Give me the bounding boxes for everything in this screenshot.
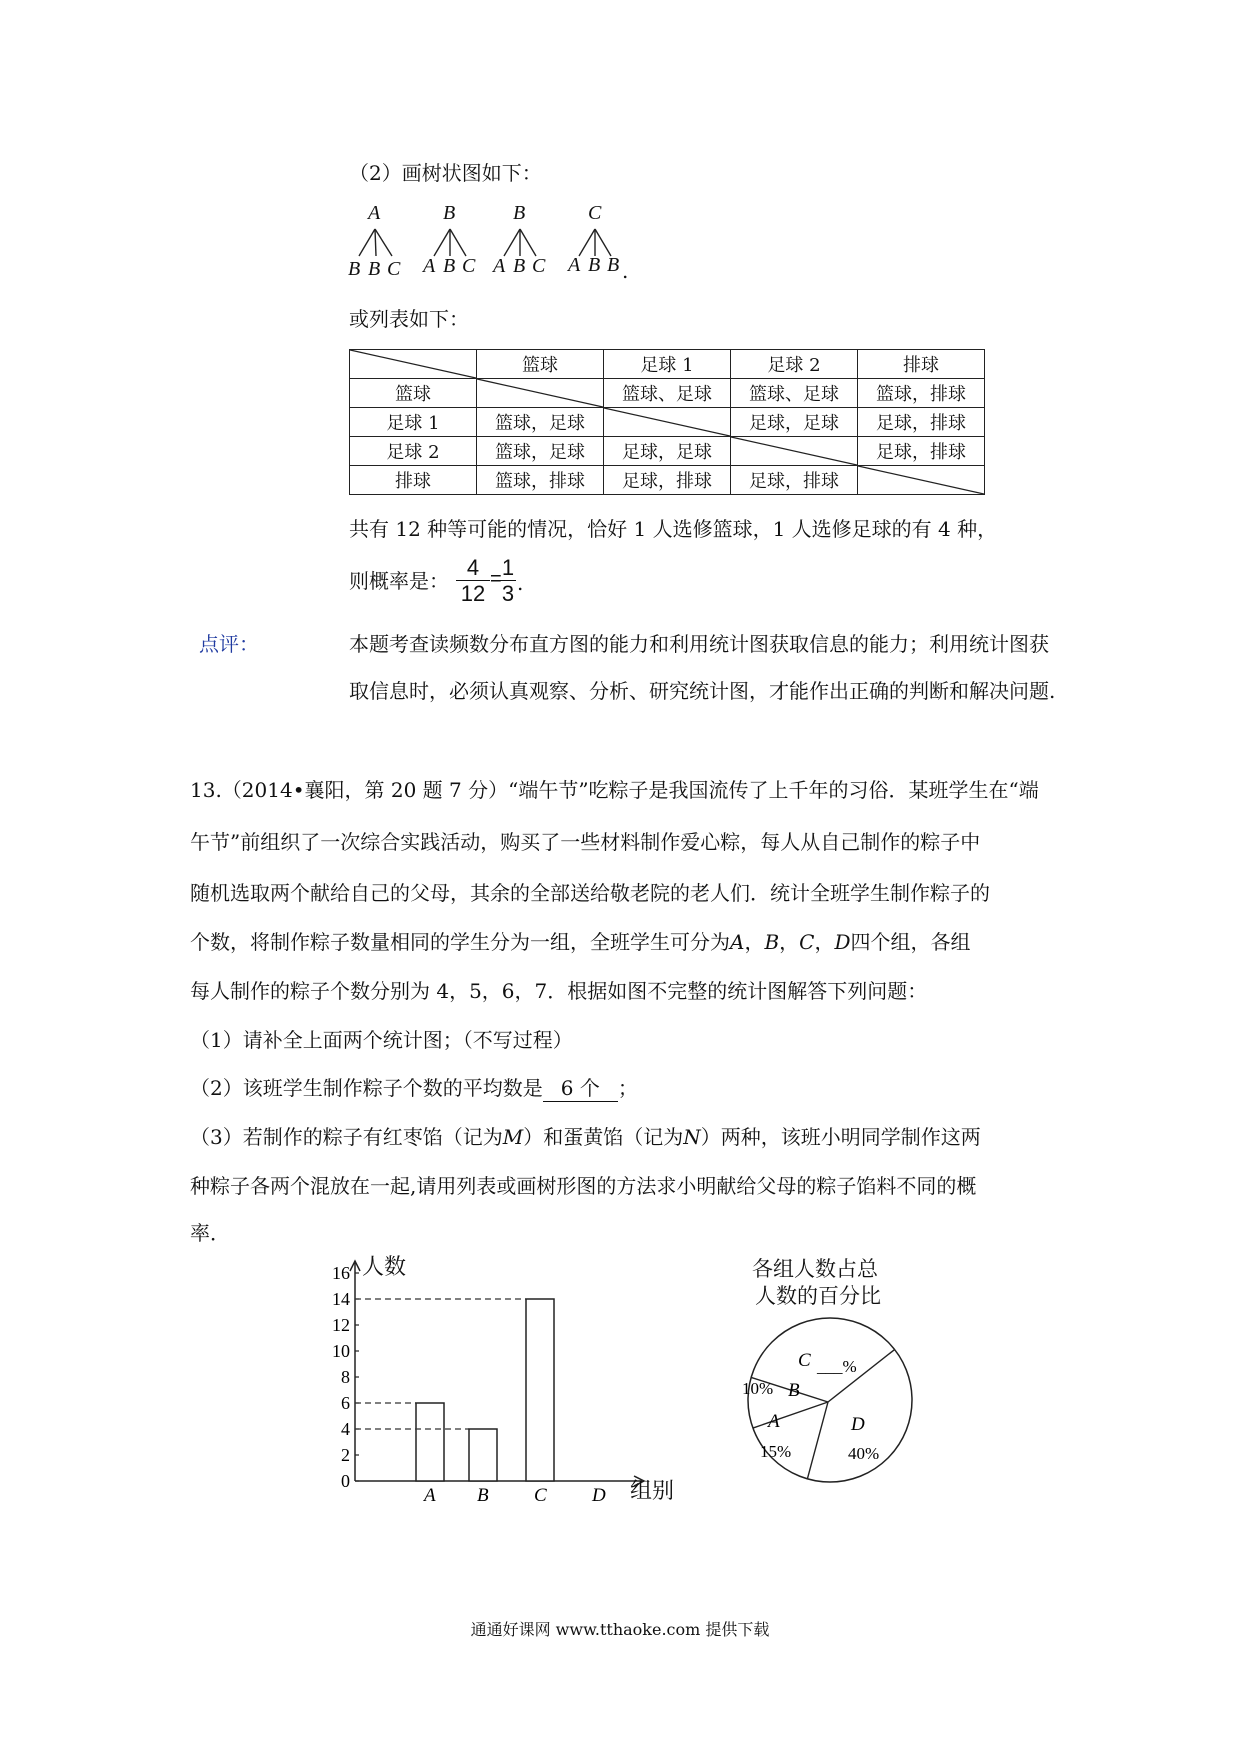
pie-label-c: C xyxy=(798,1350,811,1371)
equals-sign: = xyxy=(490,568,502,590)
sub2-suffix: ； xyxy=(617,1076,638,1100)
table-cell: 足球，排球 xyxy=(858,408,985,437)
q13-sub-3-line-3: 率． xyxy=(190,1221,230,1245)
pie-label-d: D xyxy=(851,1414,865,1435)
q13-line-4-end: 四个组，各组 xyxy=(850,930,971,954)
group-b: B xyxy=(764,930,780,954)
bar-a xyxy=(416,1403,444,1481)
bar-chart xyxy=(330,1255,690,1505)
tree-1-child: C xyxy=(387,258,401,280)
tree-2-child: C xyxy=(462,255,476,277)
tree-2-child: A xyxy=(423,255,436,277)
prob-end: . xyxy=(517,571,524,595)
pie-percent-b: 10% xyxy=(742,1379,774,1398)
x-tick-label: B xyxy=(477,1485,489,1505)
q13-line-4 xyxy=(190,929,971,955)
q13-line-3: 随机选取两个献给自己的父母，其余的全部送给敬老院的老人们．统计全班学生制作粽子的 xyxy=(190,881,990,905)
table-cell: 足球，排球 xyxy=(858,437,985,466)
table-cell: 足球，足球 xyxy=(604,437,731,466)
y-tick-label: 16 xyxy=(332,1263,350,1283)
fraction-denominator: 3 xyxy=(501,581,515,606)
tree-2-child: B xyxy=(443,255,456,277)
tree-3-child: A xyxy=(493,255,506,277)
combination-table xyxy=(349,349,985,495)
table-header-cell: 足球 2 xyxy=(731,350,858,379)
table-cell: 篮球，足球 xyxy=(477,408,604,437)
q13-line-2: 午节”前组织了一次综合实践活动，购买了一些材料制作爱心粽，每人从自己制作的粽子中 xyxy=(190,830,981,854)
comment-line-1: 本题考查读频数分布直方图的能力和利用统计图获取信息的能力；利用统计图获 xyxy=(349,632,1049,656)
pie-slice-boundary xyxy=(753,1402,828,1428)
tree-2-root: B xyxy=(443,202,456,224)
pie-title-line-1: 各组人数占总 xyxy=(752,1257,878,1281)
sub2-prefix: （2）该班学生制作粽子个数的平均数是 xyxy=(190,1076,543,1100)
table-cell: 篮球，排球 xyxy=(858,379,985,408)
sub3-text-b: ）和蛋黄馅（记为 xyxy=(523,1125,684,1149)
table-cell: 篮球，排球 xyxy=(477,466,604,495)
q13-line-5: 每人制作的粽子个数分别为 4，5，6，7．根据如图不完整的统计图解答下列问题： xyxy=(190,979,928,1003)
table-row xyxy=(350,466,985,495)
table-diagonal-cell xyxy=(604,408,731,437)
y-tick-label: 14 xyxy=(332,1289,350,1309)
sub3-text-a: （3）若制作的粽子有红枣馅（记为 xyxy=(190,1125,503,1149)
q13-line-4-text: 个数，将制作粽子数量相同的学生分为一组，全班学生可分为 xyxy=(190,930,730,954)
comment-label: 点评： xyxy=(199,632,259,656)
fraction-numerator: 1 xyxy=(501,555,515,580)
table-diagonal-cell xyxy=(731,437,858,466)
table-row xyxy=(350,437,985,466)
table-row-header: 足球 1 xyxy=(350,408,477,437)
separator: ， xyxy=(814,930,835,954)
group-c: C xyxy=(799,930,815,954)
table-row-header: 足球 2 xyxy=(350,437,477,466)
table-row xyxy=(350,408,985,437)
sub2-answer: 6 个 xyxy=(543,1075,618,1102)
q13-sub-3-line-2: 种粽子各两个混放在一起,请用列表或画树形图的方法求小明献给父母的粽子馅料不同的概 xyxy=(190,1174,977,1198)
q13-sub-1: （1）请补全上面两个统计图；（不写过程） xyxy=(190,1028,573,1052)
sub3-text-c: ）两种，该班小明同学制作这两 xyxy=(700,1125,981,1149)
tree-4-root: C xyxy=(588,202,602,224)
pie-label-a: A xyxy=(768,1411,780,1432)
tree-3-root: B xyxy=(513,202,526,224)
fraction-4-over-12 xyxy=(456,556,490,607)
fraction-1-over-3 xyxy=(500,556,516,607)
y-tick-label: 6 xyxy=(341,1393,350,1413)
separator: ， xyxy=(779,930,800,954)
table-row xyxy=(350,379,985,408)
table-diagonal-cell xyxy=(858,466,985,495)
part2-heading: （2）画树状图如下： xyxy=(349,161,542,185)
y-tick-label: 0 xyxy=(341,1471,350,1491)
bar-b xyxy=(469,1429,497,1481)
table-cell: 篮球，足球 xyxy=(477,437,604,466)
y-tick-label: 10 xyxy=(332,1341,350,1361)
tree-3-child: C xyxy=(532,255,546,277)
summary-text: 共有 12 种等可能的情况，恰好 1 人选修篮球，1 人选修足球的有 4 种， xyxy=(349,517,998,541)
table-row-header: 篮球 xyxy=(350,379,477,408)
y-tick-label: 8 xyxy=(341,1367,350,1387)
tree-4-child: B xyxy=(588,254,601,276)
table-corner-cell xyxy=(350,350,477,379)
table-cell: 足球，足球 xyxy=(731,408,858,437)
table-row-header: 排球 xyxy=(350,466,477,495)
x-tick-label: C xyxy=(534,1485,547,1505)
tree-4-child: A xyxy=(568,254,581,276)
y-tick-label: 12 xyxy=(332,1315,350,1335)
x-tick-label: D xyxy=(592,1485,606,1505)
table-header-cell: 排球 xyxy=(858,350,985,379)
tree-end-mark: . xyxy=(622,259,629,283)
pie-percent-d: 40% xyxy=(848,1444,880,1463)
bar-c xyxy=(526,1299,554,1481)
pie-chart xyxy=(740,1310,920,1490)
table-header-cell: 篮球 xyxy=(477,350,604,379)
table-header-cell: 足球 1 xyxy=(604,350,731,379)
table-cell: 足球，排球 xyxy=(731,466,858,495)
q13-sub-3 xyxy=(190,1124,981,1150)
group-d: D xyxy=(834,930,851,954)
pie-label-b: B xyxy=(788,1380,800,1401)
pie-percent-a: 15% xyxy=(760,1442,792,1461)
pie-percent-c: ___% xyxy=(817,1357,857,1376)
var-n: N xyxy=(683,1125,701,1149)
tree-1-child: B xyxy=(368,258,381,280)
tree-diagrams xyxy=(340,202,660,282)
table-diagonal-cell xyxy=(477,379,604,408)
separator: ， xyxy=(744,930,765,954)
y-tick-label: 4 xyxy=(341,1419,350,1439)
pie-title-line-2: 人数的百分比 xyxy=(755,1284,881,1308)
x-tick-label: A xyxy=(424,1485,436,1505)
var-m: M xyxy=(502,1125,524,1149)
tree-1-root: A xyxy=(368,202,381,224)
tree-3-child: B xyxy=(513,255,526,277)
fraction-numerator: 4 xyxy=(466,555,480,580)
pie-slice-boundary xyxy=(807,1402,828,1479)
table-header-row xyxy=(350,350,985,379)
fraction-denominator: 12 xyxy=(460,581,486,606)
q13-sub-2 xyxy=(190,1075,638,1102)
prob-prefix: 则概率是： xyxy=(349,569,449,593)
footer: 通通好课网 www.tthaoke.com 提供下载 xyxy=(470,1620,770,1639)
table-cell: 足球，排球 xyxy=(604,466,731,495)
q13-line-1: 13.（2014•襄阳，第 20 题 7 分）“端午节”吃粽子是我国流传了上千年的习俗．某班学生在“端 xyxy=(190,778,1039,802)
comment-line-2: 取信息时，必须认真观察、分析、研究统计图，才能作出正确的判断和解决问题. xyxy=(349,679,1056,703)
table-cell: 篮球、足球 xyxy=(604,379,731,408)
x-axis-label: 组别 xyxy=(630,1479,675,1504)
table-intro: 或列表如下： xyxy=(349,307,469,331)
y-axis-label: 人数 xyxy=(362,1255,407,1280)
table-cell: 篮球、足球 xyxy=(731,379,858,408)
tree-4-child: B xyxy=(607,254,620,276)
group-a: A xyxy=(730,930,745,954)
tree-1-child: B xyxy=(348,258,361,280)
y-tick-label: 2 xyxy=(341,1445,350,1465)
